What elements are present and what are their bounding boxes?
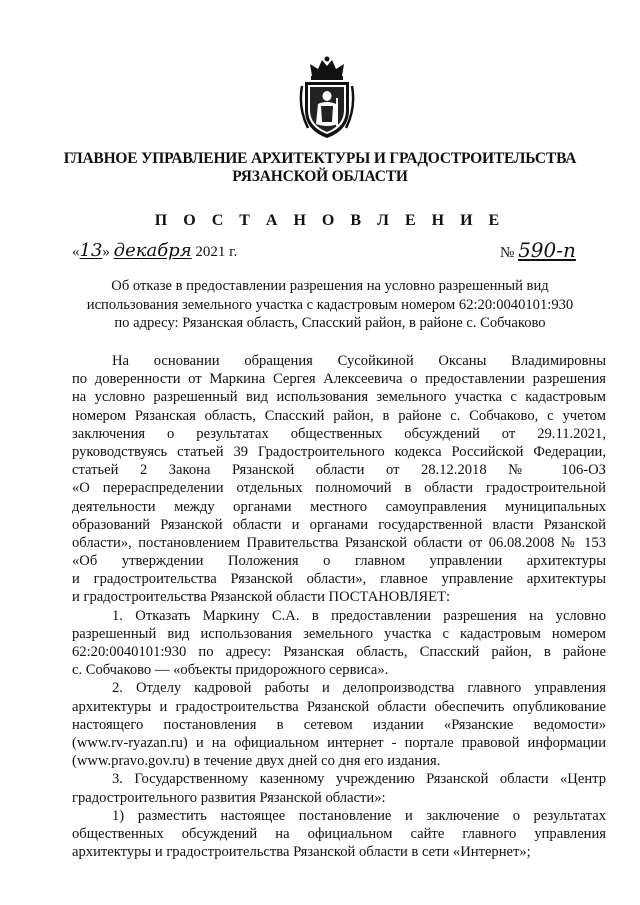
body-line: образований Рязанской области и органами государственной власти Рязанской [72, 516, 606, 533]
number-value-handwritten: 590-п [518, 238, 576, 262]
agency-name-line-2: РЯЗАНСКОЙ ОБЛАСТИ [232, 168, 408, 185]
number-label: № [500, 245, 515, 261]
subject-line: использования земельного участка с кадастровым номером 62:20:0040101:930 [86, 296, 574, 313]
document-body [72, 352, 606, 861]
document-type-title: П О С Т А Н О В Л Е Н И Е [154, 212, 506, 229]
body-line: 3. Государственному казенному учреждению Рязанской области «Центр [112, 771, 606, 788]
body-line: 1. Отказать Маркину С.А. в предоставлении разрешения на условно [112, 607, 606, 624]
body-line: статьей 2 Закона Рязанской области от 28.12.2018 № 106-ОЗ [72, 462, 606, 479]
body-line: области», постановлением Правительства Рязанской области от 06.08.2008 № 153 [72, 534, 606, 551]
body-line: На основании обращения Сусойкиной Оксаны Владимировны [112, 353, 606, 369]
body-line: общественных обсуждений на официальном сайте главного управления [72, 825, 606, 842]
body-line: руководствуясь статьей 39 Градостроительного кодекса Российской Федерации, [72, 443, 606, 460]
body-line: на условно разрешенный вид использования земельного участка с кадастровым [72, 389, 606, 406]
body-line: настоящего постановления в сетевом издании «Рязанские ведомости» [72, 716, 606, 733]
body-line: и градостроительства Рязанской области», главное управление архитектуры [72, 571, 606, 588]
body-line: (www.rv-ryazan.ru) и на официальном интернет - портале правовой информации [72, 734, 606, 751]
body-line: «О перераспределении отдельных полномочий в области градостроительной [72, 480, 606, 497]
body-line: градостроительного развития Рязанской области»: [72, 789, 386, 806]
body-line: 2. Отделу кадровой работы и делопроизводства главного управления [112, 680, 606, 697]
body-line: и градостроительства Рязанской области ПОСТАНОВЛЯЕТ: [72, 589, 451, 606]
body-line: деятельности между органами местного самоуправления муниципальных [72, 498, 606, 515]
body-line: с. Собчаково — «объекты придорожного сервиса». [72, 662, 389, 679]
subject-line: по адресу: Рязанская область, Спасский район, в районе с. Собчаково [114, 315, 546, 331]
body-line: разрешенный вид использования земельного участка с кадастровым номером [72, 625, 606, 642]
body-line: архитектуры и градостроительства Рязанской области обеспечить опубликование [72, 698, 606, 715]
date-open-quote: « [72, 244, 80, 260]
ryazan-coat-of-arms-icon [296, 56, 358, 140]
document-date [72, 240, 237, 261]
body-line: «Об утверждении Положения о главном управлении архитектуры [72, 553, 606, 570]
date-month-handwritten: декабря [113, 240, 192, 261]
body-line: номером Рязанская область, Спасский район, в районе с. Собчаково, с учетом [72, 407, 606, 424]
document-subject [60, 277, 600, 333]
subject-line: Об отказе в предоставлении разрешения на условно разрешенный вид [111, 278, 549, 294]
date-day-handwritten: 13 [79, 240, 103, 261]
body-line: архитектуры и градостроительства Рязанской области в сети «Интернет»; [72, 844, 531, 861]
body-line: по доверенности от Маркина Сергея Алексеевича о предоставлении разрешения [72, 371, 606, 388]
date-close-quote: » [102, 244, 110, 260]
agency-name-line-1: ГЛАВНОЕ УПРАВЛЕНИЕ АРХИТЕКТУРЫ И ГРАДОСТРОИТЕЛЬСТВА [63, 150, 577, 167]
body-line: 62:20:0040101:930 по адресу: Рязанская область, Спасский район, в районе [72, 644, 606, 660]
date-year: 2021 г. [195, 244, 238, 260]
body-line: заключения о результатах общественных обсуждений от 29.11.2021, [72, 425, 606, 442]
body-line: 1) разместить настоящее постановление и заключение о результатах [112, 807, 606, 824]
body-line: (www.pravo.gov.ru) в течение двух дней со дня его издания. [72, 753, 441, 770]
document-number [500, 238, 576, 262]
